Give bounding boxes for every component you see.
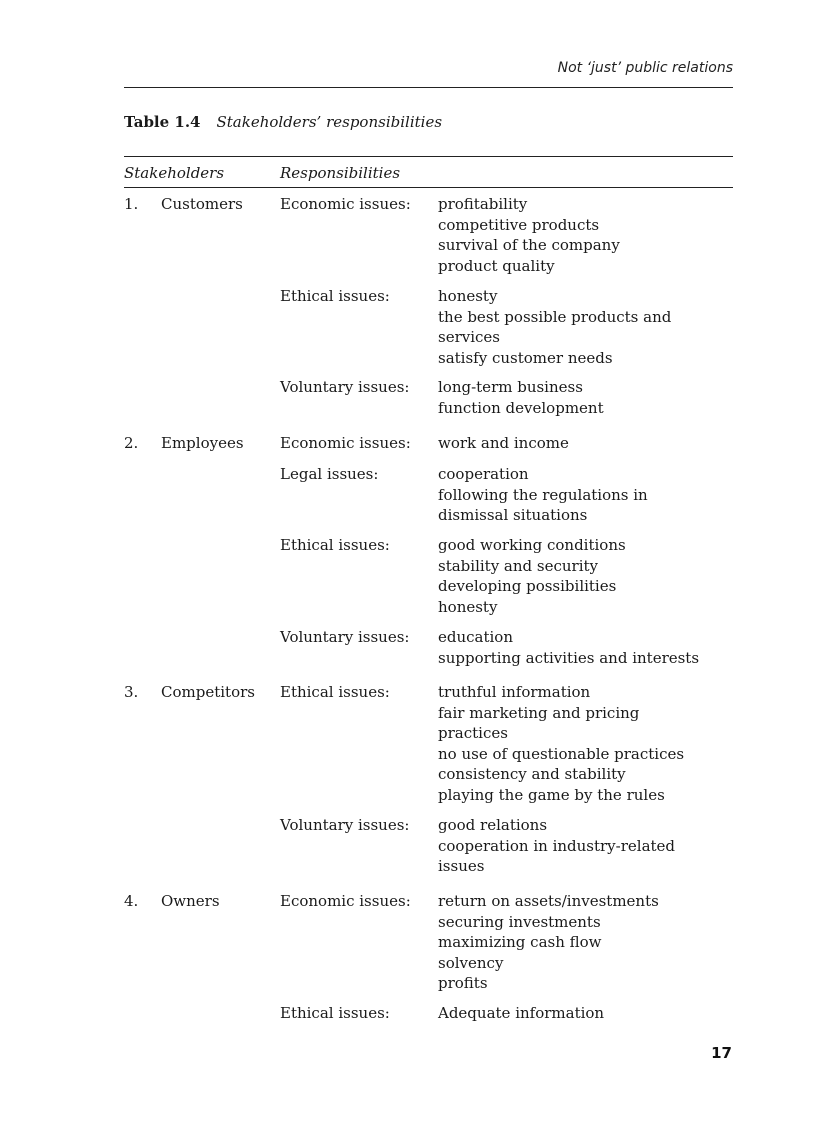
row-number: 2. <box>124 434 139 452</box>
responsibility-item: cooperation in industry-related <box>438 836 676 855</box>
stakeholder-name: Owners <box>161 892 220 910</box>
issue-label: Voluntary issues: <box>280 628 410 646</box>
responsibility-item: profits <box>438 974 488 992</box>
responsibility-list <box>438 1003 604 1024</box>
responsibility-list <box>438 194 620 276</box>
responsibility-item: no use of questionable practices <box>438 744 685 763</box>
responsibility-item: good working conditions <box>438 536 626 554</box>
issue-label: Ethical issues: <box>280 536 390 554</box>
issue-label: Voluntary issues: <box>280 378 410 396</box>
responsibility-item: education <box>438 628 513 646</box>
responsibility-item: solvency <box>438 953 504 972</box>
stakeholder-name: Competitors <box>161 683 255 701</box>
responsibility-list <box>438 891 659 994</box>
responsibility-item: stability and security <box>438 556 599 575</box>
responsibility-item: product quality <box>438 256 555 275</box>
responsibility-item: following the regulations in <box>438 485 648 504</box>
column-header-stakeholders: Stakeholders <box>124 164 225 182</box>
issue-label: Ethical issues: <box>280 1004 390 1022</box>
responsibility-item: return on assets/investments <box>438 892 659 910</box>
responsibility-item: developing possibilities <box>438 577 617 595</box>
table-caption <box>124 113 442 131</box>
row-number: 1. <box>124 195 139 213</box>
issue-label: Economic issues: <box>280 434 411 452</box>
responsibility-item: the best possible products and <box>438 307 672 326</box>
responsibility-item: securing investments <box>438 912 601 931</box>
responsibility-item: honesty <box>438 287 498 305</box>
responsibility-item: issues <box>438 857 485 875</box>
responsibility-item: dismissal situations <box>438 506 588 524</box>
table-number: Table 1.4 <box>124 113 201 131</box>
row-number: 3. <box>124 683 139 701</box>
running-head: Not ‘just’ public relations <box>557 60 733 76</box>
responsibility-item: truthful information <box>438 683 591 701</box>
issue-label: Legal issues: <box>280 465 379 483</box>
responsibility-item: competitive products <box>438 215 600 234</box>
responsibility-item: profitability <box>438 195 528 213</box>
issue-label: Ethical issues: <box>280 683 390 701</box>
table-top-rule <box>124 156 733 157</box>
responsibility-list <box>438 682 684 805</box>
table-header-rule <box>124 187 733 188</box>
responsibility-list <box>438 815 675 877</box>
responsibility-item: satisfy customer needs <box>438 348 613 367</box>
responsibility-item: work and income <box>438 434 569 452</box>
row-number: 4. <box>124 892 139 910</box>
issue-label: Economic issues: <box>280 892 411 910</box>
responsibility-item: honesty <box>438 597 498 616</box>
responsibility-list <box>438 535 626 617</box>
responsibility-item: cooperation <box>438 465 529 483</box>
responsibility-item: survival of the company <box>438 236 620 254</box>
responsibility-list <box>438 627 699 668</box>
responsibility-item: practices <box>438 724 508 742</box>
responsibility-item: maximizing cash flow <box>438 933 602 951</box>
stakeholder-name: Employees <box>161 434 244 452</box>
responsibility-item: Adequate information <box>438 1004 605 1022</box>
responsibility-list <box>438 433 569 454</box>
issue-label: Voluntary issues: <box>280 816 410 834</box>
responsibility-item: fair marketing and pricing <box>438 703 640 722</box>
responsibility-list <box>438 377 604 418</box>
column-header-responsibilities: Responsibilities <box>280 164 401 182</box>
issue-label: Ethical issues: <box>280 287 390 305</box>
responsibility-list <box>438 464 648 526</box>
responsibility-list <box>438 286 671 368</box>
page-number: 17 <box>711 1044 732 1062</box>
responsibility-item: function development <box>438 398 604 417</box>
stakeholder-name: Customers <box>161 195 243 213</box>
responsibility-item: consistency and stability <box>438 765 626 783</box>
table-title: Stakeholders’ responsibilities <box>216 113 443 131</box>
responsibility-item: playing the game by the rules <box>438 785 665 804</box>
header-rule <box>124 87 733 88</box>
responsibility-item: supporting activities and interests <box>438 648 700 667</box>
responsibility-item: services <box>438 328 500 346</box>
issue-label: Economic issues: <box>280 195 411 213</box>
responsibility-item: long-term business <box>438 378 583 396</box>
responsibility-item: good relations <box>438 816 548 834</box>
